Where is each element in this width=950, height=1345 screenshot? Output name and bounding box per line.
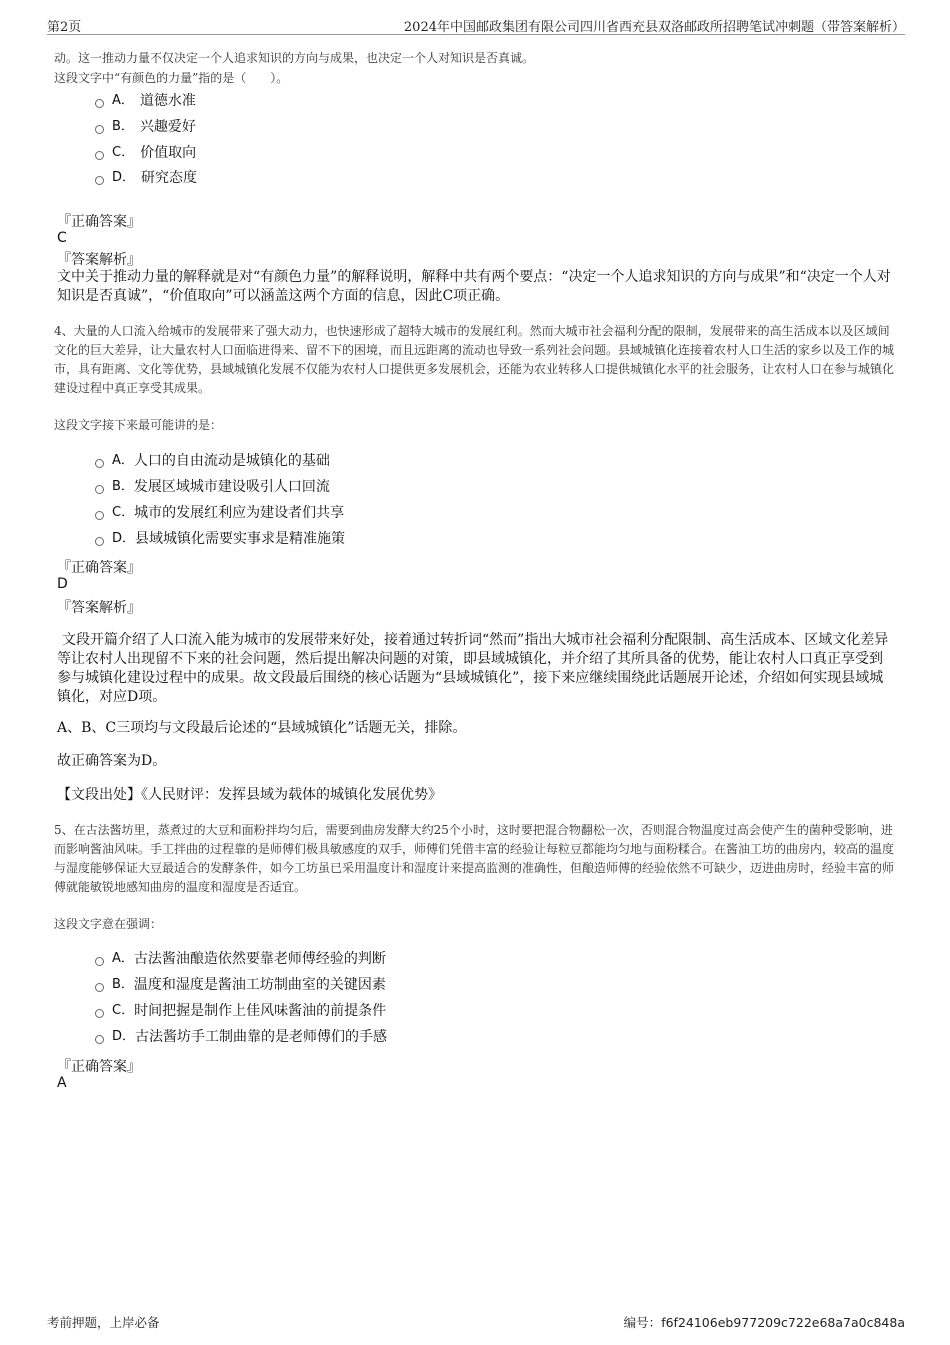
q3-answer: C: [57, 230, 67, 246]
q4-option-b[interactable]: [95, 477, 330, 497]
q4-analysis-label: 『答案解析』: [57, 600, 141, 616]
q5-text: 5、在古法酱坊里，蒸煮过的大豆和面粉拌均匀后，需要到曲房发酵大约25个小时，这时要把混合物翻松一次，否则混合物温度过高会使产生的菌种受影响，进而影响酱油风味。手工拌曲的过程靠的是师傅们极具敏感度的双手，师傅们凭借丰富的经验让每粒豆都能均匀地与面粉糅合。在酱油工坊的曲房内，较高的温度与湿度能够保证大豆最适合的发酵条件，如今工坊虽已采用温度计和湿度计来提高监测的准确性，但酿造师傅的经验依然不可缺少，迈进曲房时，经验丰富的师傅就能敏锐地感知曲房的温度和湿度是否适宜。: [54, 823, 895, 894]
q4-option-c[interactable]: [95, 503, 344, 523]
q3-analysis-label: 『答案解析』: [57, 252, 141, 268]
option-text: 道德水准: [139, 93, 196, 109]
q3-option-d[interactable]: [95, 168, 197, 188]
option-letter: D．: [112, 531, 136, 546]
option-letter: B．: [112, 977, 134, 992]
q4-option-a[interactable]: [95, 451, 330, 471]
radio-icon[interactable]: [95, 176, 104, 185]
option-letter: A．: [112, 951, 134, 966]
q4-analysis-paragraph-3: 故正确答案为D。: [57, 753, 167, 769]
page-header: [47, 14, 905, 35]
option-letter: D．: [112, 170, 136, 185]
option-letter: A．: [112, 93, 134, 108]
option-letter: D．: [112, 1029, 136, 1044]
footer-slogan: 考前押题，上岸必备: [47, 1315, 160, 1330]
radio-icon[interactable]: [95, 125, 104, 134]
q3-option-c[interactable]: [95, 143, 196, 163]
q4-text: 4、大量的人口流入给城市的发展带来了强大动力，也快速形成了超特大城市的发展红利。然而大城市社会福利分配的限制，发展带来的高生活成本以及区域间文化的巨大差异，让大量农村人口面临进得来、留不下的困境，而且远距离的流动也导致一系列社会问题。县域城镇化连接着农村人口生活的家乡以及工作的城市，具有距离、文化等优势，县域城镇化发展不仅能为农村人口提供更多发展机会，还能为农业转移人口提供城镇化水平的社会服务，让农村人口在参与城镇化建设过程中真正享受其成果。: [54, 324, 895, 395]
option-text: 古法酱坊手工制曲靠的是老师傅们的手感: [135, 1029, 388, 1045]
q4-source: 【文段出处】《人民财评：发挥县域为载体的城镇化发展优势》: [57, 787, 442, 803]
q4-analysis-paragraph-2: A、B、C三项均与文段最后论述的“县域城镇化”话题无关，排除。: [57, 720, 467, 736]
option-letter: C．: [112, 1003, 135, 1018]
q3-option-a[interactable]: [95, 91, 196, 111]
option-text: 人口的自由流动是城镇化的基础: [133, 453, 330, 469]
radio-icon[interactable]: [95, 1035, 104, 1044]
q3-question: 这段文字中“有颜色的力量”指的是（ ）。: [54, 71, 289, 85]
q5-option-d[interactable]: [95, 1027, 387, 1047]
option-text: 兴趣爱好: [139, 119, 196, 135]
option-letter: B．: [112, 479, 134, 494]
option-text: 发展区域城市建设吸引人口回流: [133, 479, 330, 495]
option-text: 价值取向: [140, 145, 197, 161]
option-letter: C．: [112, 505, 135, 520]
q3-answer-label: 『正确答案』: [57, 214, 141, 230]
option-text: 古法酱油酿造依然要靠老师傅经验的判断: [133, 951, 386, 967]
radio-icon[interactable]: [95, 511, 104, 520]
q4-option-d[interactable]: [95, 529, 345, 549]
document-code: [624, 1313, 905, 1331]
option-letter: A．: [112, 453, 134, 468]
option-letter: B．: [112, 119, 134, 134]
q3-option-b[interactable]: [95, 117, 196, 137]
option-text: 县域城镇化需要实事求是精准施策: [135, 531, 346, 547]
page-number: 第2页: [47, 20, 82, 35]
q5-answer-label: 『正确答案』: [57, 1059, 141, 1075]
radio-icon[interactable]: [95, 1009, 104, 1018]
radio-icon[interactable]: [95, 151, 104, 160]
radio-icon[interactable]: [95, 957, 104, 966]
option-text: 研究态度: [141, 170, 198, 186]
q5-option-c[interactable]: [95, 1001, 386, 1021]
q5-answer: A: [57, 1075, 67, 1091]
radio-icon[interactable]: [95, 537, 104, 546]
option-text: 时间把握是制作上佳风味酱油的前提条件: [134, 1003, 387, 1019]
q4-question: 这段文字接下来最可能讲的是：: [54, 418, 223, 432]
q4-answer-label: 『正确答案』: [57, 560, 141, 576]
code-value: f6f24106eb977209c722e68a7a0c848a: [661, 1315, 905, 1330]
q5-question: 这段文字意在强调：: [54, 917, 163, 931]
radio-icon[interactable]: [95, 99, 104, 108]
radio-icon[interactable]: [95, 459, 104, 468]
code-label: 编号：: [623, 1315, 662, 1330]
q4-answer: D: [57, 576, 68, 592]
q5-option-b[interactable]: [95, 975, 386, 995]
option-text: 城市的发展红利应为建设者们共享: [134, 505, 345, 521]
option-letter: C．: [112, 145, 135, 160]
document-title: 2024年中国邮政集团有限公司四川省西充县双洛邮政所招聘笔试冲刺题（带答案解析）: [403, 20, 905, 35]
q3-analysis: 文中关于推动力量的解释就是对“有颜色力量”的解释说明，解释中共有两个要点：“决定一个人追求知识的方向与成果”和“决定一个人对知识是否真诚”，“价值取向”可以涵盖这两个方面的信息，因此C项正确。: [57, 269, 891, 304]
radio-icon[interactable]: [95, 485, 104, 494]
q3-text-continued: 动。这一推动力量不仅决定一个人追求知识的方向与成果，也决定一个人对知识是否真诚。: [54, 51, 535, 65]
q4-analysis-paragraph-1: 文段开篇介绍了人口流入能为城市的发展带来好处，接着通过转折词“然而”指出大城市社会福利分配限制、高生活成本、区域文化差异等让农村人出现留不下来的社会问题，然后提出解决问题的对策，即县域城镇化，并介绍了其所具备的优势，能让农村人口真正享受到参与城镇化建设过程中的成果。故文段最后围绕的核心话题为“县域城镇化”，接下来应继续围绕此话题展开论述，介绍如何实现县域城镇化，对应D项。: [57, 632, 889, 705]
radio-icon[interactable]: [95, 983, 104, 992]
option-text: 温度和湿度是酱油工坊制曲室的关键因素: [133, 977, 386, 993]
q5-option-a[interactable]: [95, 949, 386, 969]
